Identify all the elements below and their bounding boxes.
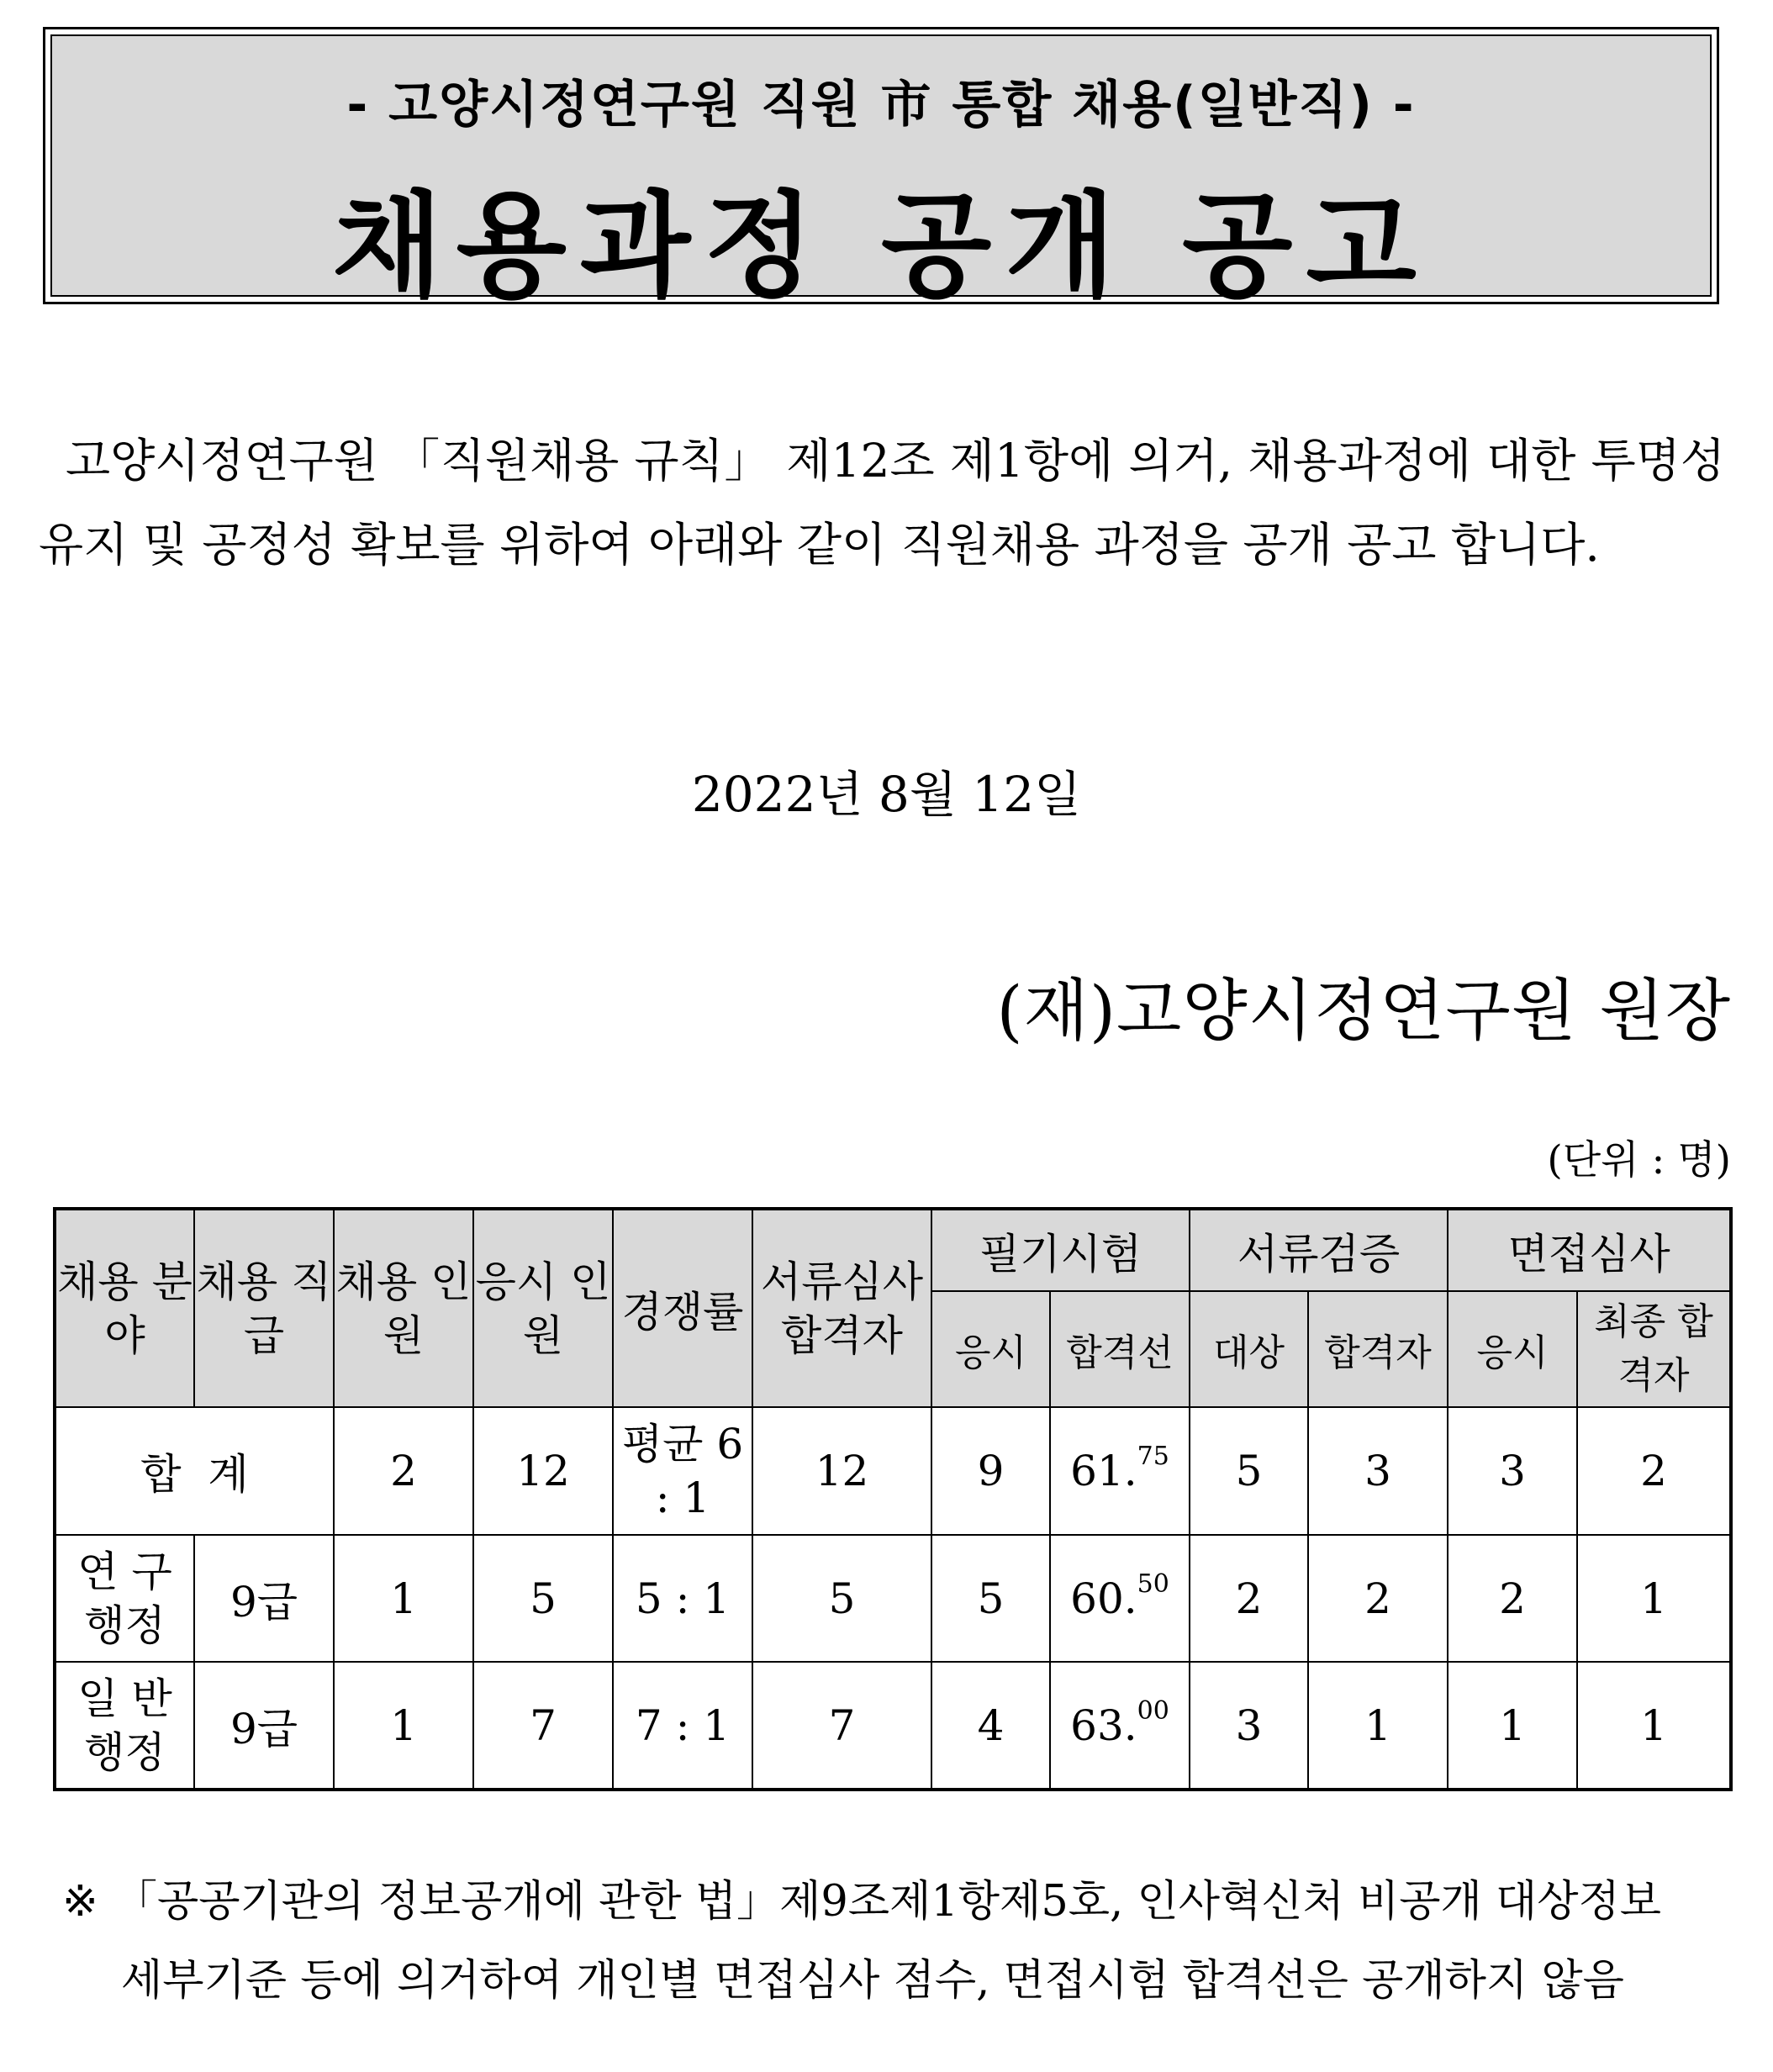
total-interview-applied: 3 (1448, 1407, 1577, 1535)
unit-label: (단위 : 명) (1547, 1137, 1731, 1184)
intro-paragraph (39, 419, 1725, 587)
row-verify-passed: 2 (1308, 1535, 1448, 1662)
title-background (50, 34, 1712, 314)
row-field: 일 반 행정 (55, 1662, 194, 1790)
header-doc-passers: 서류심사 합격자 (752, 1209, 931, 1407)
row-written-cutoff (1050, 1535, 1190, 1662)
header-verification: 서류검증 (1190, 1209, 1448, 1291)
total-hires: 2 (334, 1407, 473, 1535)
total-written-applied: 9 (931, 1407, 1050, 1535)
row-field: 연 구 행정 (55, 1535, 194, 1662)
cutoff-dec: 50 (1137, 1568, 1169, 1599)
header-competition: 경쟁률 (613, 1209, 752, 1407)
row-doc-passers: 5 (752, 1535, 931, 1662)
header-written-cutoff: 합격선 (1050, 1291, 1190, 1407)
footnote-line-1 (62, 1863, 1731, 1942)
cutoff-int: 60. (1070, 1574, 1137, 1623)
results-table (53, 1207, 1733, 1791)
footnote-text-1: 「공공기관의 정보공개에 관한 법」제9조제1항제5호, 인사혁신처 비공개 대상정보 (114, 1877, 1662, 1927)
footnote-line-2: 세부기준 등에 의거하여 개인별 면접심사 점수, 면접시험 합격선은 공개하지 않음 (121, 1956, 1624, 2006)
header-final-passed: 최종 합격자 (1577, 1291, 1731, 1407)
header-interview: 면접심사 (1448, 1209, 1731, 1291)
table-row (55, 1662, 1731, 1790)
total-label: 합 계 (55, 1407, 334, 1535)
total-applicants: 12 (473, 1407, 613, 1535)
total-row (55, 1407, 1731, 1535)
row-grade: 9급 (194, 1662, 334, 1790)
cutoff-int: 63. (1070, 1700, 1137, 1750)
footnote (62, 1863, 1731, 2021)
title-box (43, 27, 1719, 314)
total-verify-passed: 3 (1308, 1407, 1448, 1535)
header-interview-applied: 응시 (1448, 1291, 1577, 1407)
total-final-passed: 2 (1577, 1407, 1731, 1535)
notice-subtitle: - 고양시정연구원 직원 市 통합 채용(일반직) - (346, 76, 1416, 134)
header-grade: 채용 직급 (194, 1209, 334, 1407)
total-doc-passers: 12 (752, 1407, 931, 1535)
signer: (재)고양시정연구원 원장 (996, 972, 1731, 1050)
cutoff-dec: 00 (1137, 1695, 1169, 1726)
header-verify-target: 대상 (1190, 1291, 1308, 1407)
row-grade: 9급 (194, 1535, 334, 1662)
row-verify-target: 3 (1190, 1662, 1308, 1790)
reference-mark: ※ (62, 1877, 98, 1927)
header-applicants: 응시 인원 (473, 1209, 613, 1407)
notice-title: 채용과정 공개 공고 (332, 181, 1430, 314)
row-written-applied: 5 (931, 1535, 1050, 1662)
row-hires: 1 (334, 1535, 473, 1662)
cutoff-dec: 75 (1137, 1442, 1169, 1471)
notice-date: 2022년 8월 12일 (691, 766, 1082, 823)
row-final-passed: 1 (1577, 1535, 1731, 1662)
total-competition: 평균 6 : 1 (613, 1407, 752, 1535)
header-written: 필기시험 (931, 1209, 1190, 1291)
row-interview-applied: 2 (1448, 1535, 1577, 1662)
intro-text: 고양시정연구원 「직원채용 규칙」 제12조 제1항에 의거, 채용과정에 대한 투명성 유지 및 공정성 확보를 위하여 아래와 같이 직원채용 과정을 공개 공고 합니다. (39, 434, 1725, 572)
row-interview-applied: 1 (1448, 1662, 1577, 1790)
row-verify-target: 2 (1190, 1535, 1308, 1662)
row-competition: 5 : 1 (613, 1535, 752, 1662)
header-written-applied: 응시 (931, 1291, 1050, 1407)
row-written-cutoff (1050, 1662, 1190, 1790)
row-applicants: 7 (473, 1662, 613, 1790)
table-row (55, 1535, 1731, 1662)
header-hires: 채용 인원 (334, 1209, 473, 1407)
row-doc-passers: 7 (752, 1662, 931, 1790)
row-hires: 1 (334, 1662, 473, 1790)
cutoff-int: 61. (1070, 1447, 1137, 1495)
row-competition: 7 : 1 (613, 1662, 752, 1790)
row-verify-passed: 1 (1308, 1662, 1448, 1790)
header-field: 채용 분야 (55, 1209, 194, 1407)
total-verify-target: 5 (1190, 1407, 1308, 1535)
row-applicants: 5 (473, 1535, 613, 1662)
row-written-applied: 4 (931, 1662, 1050, 1790)
header-verify-passed: 합격자 (1308, 1291, 1448, 1407)
row-final-passed: 1 (1577, 1662, 1731, 1790)
total-written-cutoff (1050, 1407, 1190, 1535)
